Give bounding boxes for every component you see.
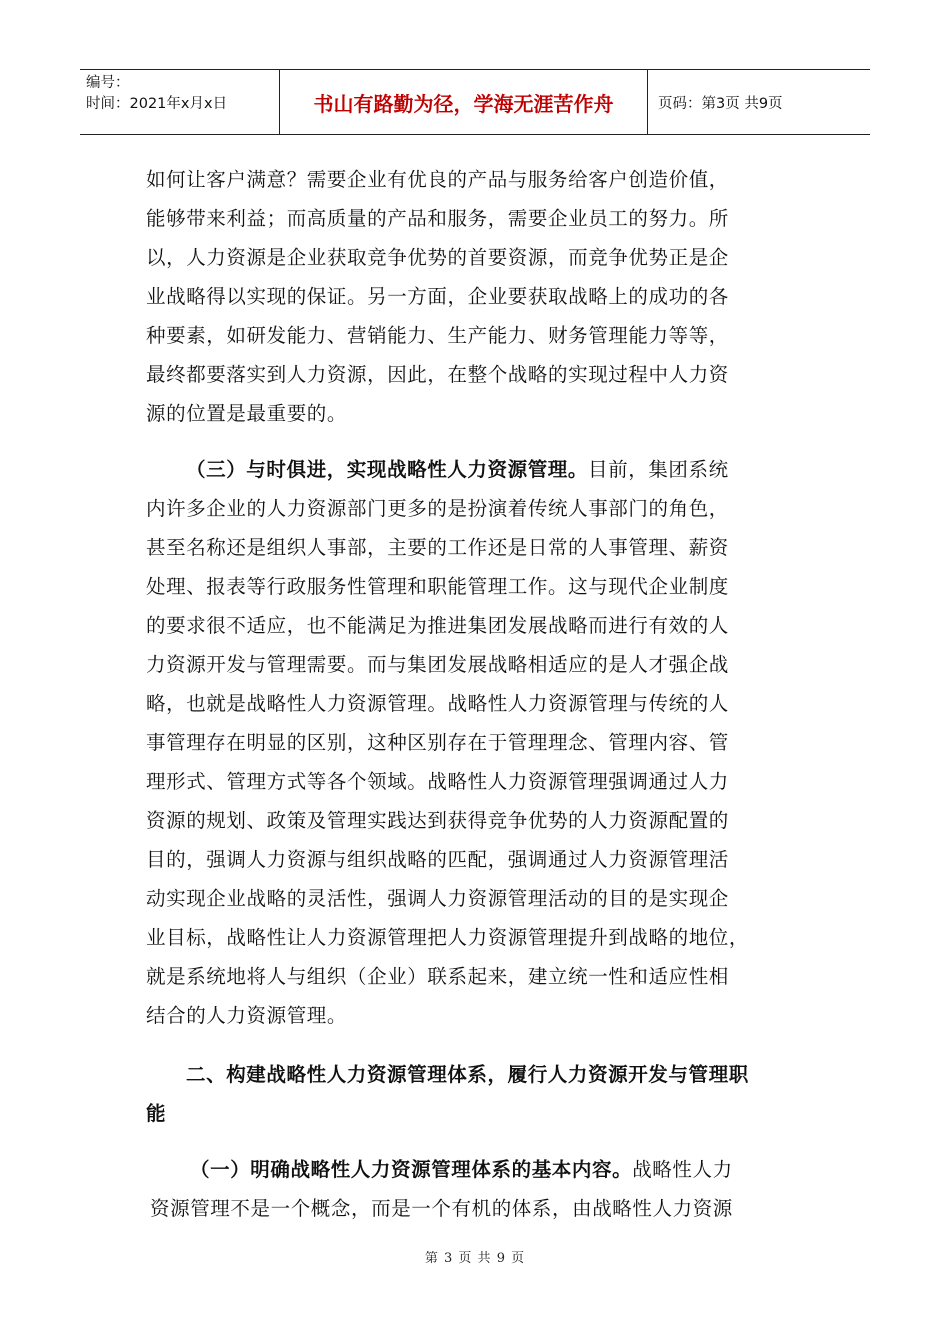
- section-2-heading: [146, 1055, 749, 1133]
- paragraph-2-first-line: 目前，集团系统: [588, 458, 729, 481]
- text-line: 资源管理不是一个概念，而是一个有机的体系，由战略性人力资源: [150, 1197, 733, 1220]
- paragraph-3: [150, 1150, 733, 1228]
- page-header: [80, 69, 870, 135]
- text-line: 理形式、管理方式等各个领域。战略性人力资源管理强调通过人力: [146, 770, 729, 793]
- text-line: 结合的人力资源管理。: [146, 1004, 348, 1027]
- text-line: 的要求很不适应，也不能满足为推进集团发展战略而进行有效的人: [146, 614, 729, 637]
- text-line: [146, 450, 749, 489]
- header-page-info: 页码：第3页 共9页: [658, 95, 783, 112]
- text-line: 就是系统地将人与组织（企业）联系起来，建立统一性和适应性相: [146, 965, 729, 988]
- text-line: 目的，强调人力资源与组织战略的匹配，强调通过人力资源管理活: [146, 848, 729, 871]
- text-line: 业战略得以实现的保证。另一方面，企业要获取战略上的成功的各: [146, 285, 729, 308]
- text-line: 二、构建战略性人力资源管理体系，履行人力资源开发与管理职: [186, 1063, 749, 1086]
- paragraph-1: [146, 160, 729, 433]
- text-line: 处理、报表等行政服务性管理和职能管理工作。这与现代企业制度: [146, 575, 729, 598]
- text-line: 甚至名称还是组织人事部，主要的工作还是日常的人事管理、薪资: [146, 536, 729, 559]
- text-line: 能: [146, 1102, 167, 1125]
- paragraph-3-heading: （一）明确战略性人力资源管理体系的基本内容。: [190, 1158, 633, 1181]
- time-label: 时间：2021年x月x日: [86, 96, 228, 112]
- paragraph-3-first-line: 战略性人力: [632, 1158, 733, 1181]
- text-line: 动实现企业战略的灵活性，强调人力资源管理活动的目的是实现企: [146, 887, 729, 910]
- text-line: 事管理存在明显的区别，这种区别存在于管理理念、管理内容、管: [146, 731, 729, 754]
- text-line: 资源的规划、政策及管理实践达到获得竞争优势的人力资源配置的: [146, 809, 729, 832]
- header-motto: 书山有路勤为径，学海无涯苦作舟: [280, 70, 648, 134]
- text-line: 能够带来利益；而高质量的产品和服务，需要企业员工的努力。所: [146, 207, 729, 230]
- header-meta: [80, 70, 280, 134]
- text-line: 业目标，战略性让人力资源管理把人力资源管理提升到战略的地位，: [146, 926, 750, 949]
- text-line: 种要素，如研发能力、营销能力、生产能力、财务管理能力等等，: [146, 324, 729, 347]
- text-line: 略，也就是战略性人力资源管理。战略性人力资源管理与传统的人: [146, 692, 729, 715]
- page-footer: 第 3 页 共 9 页: [424, 1251, 526, 1266]
- text-line: [150, 1150, 733, 1189]
- text-line: 最终都要落实到人力资源，因此，在整个战略的实现过程中人力资: [146, 363, 729, 386]
- text-line: 内许多企业的人力资源部门更多的是扮演着传统人事部门的角色，: [146, 497, 729, 520]
- paragraph-2: [146, 450, 749, 1035]
- text-line: 如何让客户满意？需要企业有优良的产品与服务给客户创造价值，: [146, 168, 729, 191]
- text-line: 以，人力资源是企业获取竞争优势的首要资源，而竞争优势正是企: [146, 246, 729, 269]
- text-line: 力资源开发与管理需要。而与集团发展战略相适应的是人才强企战: [146, 653, 729, 676]
- serial-label: 编号：: [86, 75, 130, 91]
- text-line: 源的位置是最重要的。: [146, 402, 348, 425]
- paragraph-2-heading: （三）与时俱进，实现战略性人力资源管理。: [186, 458, 589, 481]
